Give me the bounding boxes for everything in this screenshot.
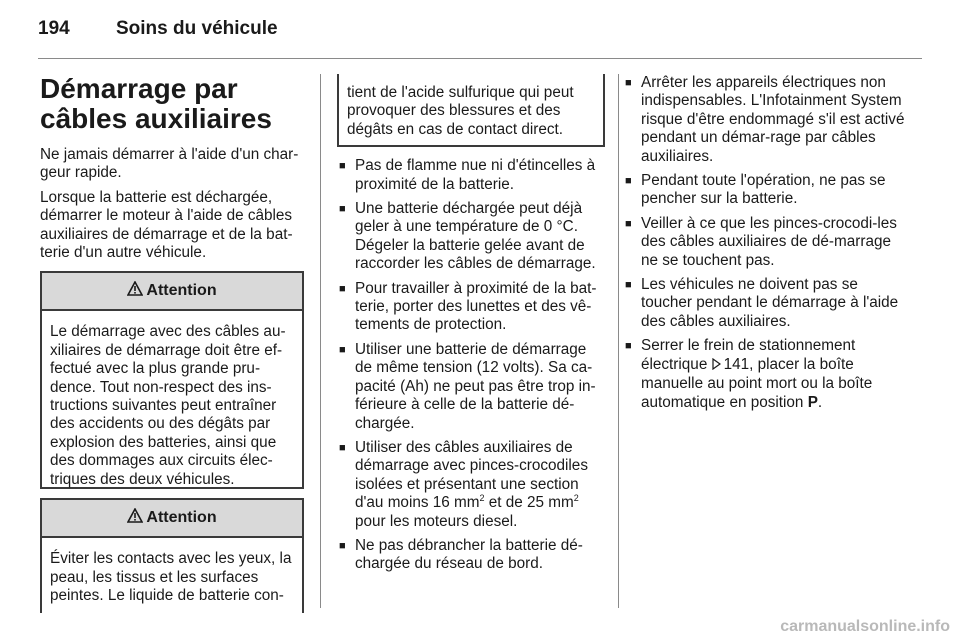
square-bullet-icon: ■ [339,160,346,173]
square-bullet-icon: ■ [625,279,632,292]
square-bullet-icon: ■ [625,340,632,353]
column-divider-2 [618,74,619,608]
column-middle [337,74,605,580]
list-item: ■ Serrer le frein de stationnement électrique 141, placer la boîte manuelle au point mort ou la boîte automatique en position P. [625,337,873,411]
list-item: ■ Arrêter les appareils électriques non indispensables. L'Infotainment System risque d'être endommagé s'il est activé pendant un démar-rage par câbles auxiliaires. [625,74,905,165]
warning-text: Le démarrage avec des câbles au-xiliaires de démarrage doit être ef-fectué avec la plus grande pru-dence. Tout non-respect des ins-tructions suivantes peut entraîner des accidents ou des dégâts par explosion des batteries, ainsi que des dommages aux circuits élec-triques des deux véhicules. [50,323,286,488]
list-item: ■ Une batterie déchargée peut déjà geler à une température de 0 °C. Dégeler la batterie gelée avant de raccorder les câbles de démarrage. [339,200,596,273]
page-reference[interactable]: 141 [723,355,750,373]
square-bullet-icon: ■ [625,217,632,230]
watermark: carmanualsonline.info [780,618,950,635]
square-bullet-icon: ■ [625,77,632,89]
square-bullet-icon: ■ [339,539,346,552]
column-divider-1 [320,74,321,608]
list-item: ■ Ne pas débrancher la batterie dé-chargée du réseau de bord. [339,536,583,573]
square-bullet-icon: ■ [339,343,346,356]
square-bullet-icon: ■ [339,441,346,454]
intro-paragraph: Ne jamais démarrer à l'aide d'un char-geur rapide. [40,146,299,182]
list-item: ■ Pas de flamme nue ni d'étincelles à proximité de la batterie. [339,157,596,193]
warning-header [42,273,302,311]
square-bullet-icon: ■ [339,203,346,216]
warning-box-1 [40,271,304,489]
column-right [623,74,905,418]
body-paragraph: Lorsque la batterie est déchargée, démarrer le moteur à l'aide de câbles auxiliaires de démarrage et de la bat-terie d'un autre véhicule. [40,188,293,262]
warning-box-continued: tient de l'acide sulfurique qui peut provoquer des blessures et des dégâts en cas de contact direct. [337,74,605,147]
square-bullet-icon: ■ [625,175,632,188]
list-item: ■ Pendant toute l'opération, ne pas se pencher sur la batterie. [625,172,886,208]
header-divider [38,58,922,59]
page-number: 194 [38,18,70,39]
column-left [40,74,304,613]
warning-header [42,500,302,538]
list-item: ■ Utiliser des câbles auxiliaires de démarrage avec pinces-crocodiles isolées et présentant une section d'au moins 16 $mm^2$ et de 25 $mm^2$ pour les moteurs diesel. [339,438,588,530]
warning-title: Attention [146,282,217,300]
procedure-list [623,74,905,412]
page-title: Démarrage par câbles auxiliaires [40,73,272,134]
list-item: ■ Utiliser une batterie de démarrage de même tension (12 volts). Sa ca-pacité (Ah) ne peut pas être trop in-férieure à celle de la batterie dé-chargée. [339,340,596,432]
warning-text: Éviter les contacts avec les yeux, la peau, les tissus et les surfaces peintes. Le liquide de batterie con- [50,550,292,605]
warning-box-2 [40,498,304,613]
safety-list [337,157,605,574]
page-reference-arrow-icon [712,357,721,375]
warning-title: Attention [146,509,217,527]
list-item: ■ Les véhicules ne doivent pas se toucher pendant le démarrage à l'aide des câbles auxiliaires. [625,276,899,330]
section-title: Soins du véhicule [116,18,278,39]
list-item: ■ Pour travailler à proximité de la bat-terie, porter des lunettes et des vê-tements de protection. [339,279,597,334]
warning-triangle-icon [127,281,143,301]
square-bullet-icon: ■ [339,282,346,295]
page-header [38,18,922,48]
warning-triangle-icon [127,508,143,528]
list-item: ■ Veiller à ce que les pinces-crocodi-les des câbles auxiliaires de dé-marrage ne se touchent pas. [625,214,897,269]
